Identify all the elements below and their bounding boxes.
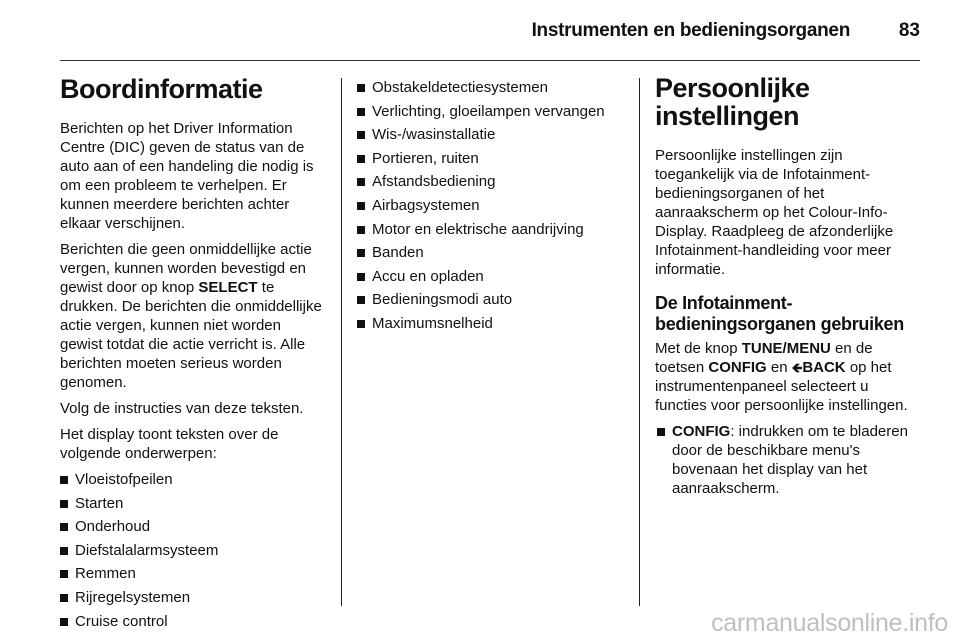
watermark-text: carmanualsonline.info xyxy=(711,609,948,637)
controls-list xyxy=(655,422,921,498)
bullet-square-icon xyxy=(357,320,365,328)
list-item-label: Vloeistofpeilen xyxy=(75,471,173,488)
list-item-label: Wis-/wasinstallatie xyxy=(372,126,496,144)
bullet-square-icon xyxy=(357,202,365,210)
column-3 xyxy=(655,74,921,503)
bullet-square-icon xyxy=(357,131,365,139)
bullet-square-icon xyxy=(60,500,68,508)
list-item-label: Maximumsnelheid xyxy=(372,314,493,332)
column-2 xyxy=(357,78,629,338)
bullet-square-icon xyxy=(357,178,365,186)
tune-menu-key: TUNE/MENU xyxy=(741,340,831,357)
topic-list-2 xyxy=(357,78,629,333)
section-heading-boordinformatie: Boordinformatie xyxy=(60,74,263,104)
list-item-label: Onderhoud xyxy=(75,518,151,536)
column-1 xyxy=(60,75,326,635)
text-segment: Met de knop xyxy=(655,340,742,357)
bullet-square-icon xyxy=(357,84,365,92)
bullet-square-icon xyxy=(357,226,365,234)
bullet-square-icon xyxy=(357,273,365,281)
bullet-square-icon xyxy=(357,296,365,304)
section-heading-persoonlijke-instellingen: Persoonlijke instellingen xyxy=(655,73,810,131)
list-item xyxy=(357,125,629,144)
bullet-square-icon xyxy=(60,570,68,578)
list-item xyxy=(60,470,326,489)
text-segment: op het instrumentenpaneel selecteert u functies voor persoonlijke instellingen. xyxy=(655,359,908,414)
list-item-label: Airbagsystemen xyxy=(372,196,480,214)
text-segment: en de toetsen xyxy=(655,340,873,376)
bullet-square-icon xyxy=(60,618,68,626)
config-key: CONFIG xyxy=(672,423,731,440)
text-segment: te drukken. De berichten die onmiddellijke actie vergen, kunnen niet worden gewist totdat die actie verricht is. Alle berichten moeten serieus worden genomen. xyxy=(60,279,322,391)
list-item xyxy=(60,612,326,631)
bullet-square-icon xyxy=(60,523,68,531)
bullet-square-icon xyxy=(357,108,365,116)
list-item xyxy=(60,564,326,583)
list-item-label: : indrukken om te bladeren door de beschikbare menu's bovenaan het display van het aanraakscherm. xyxy=(672,423,908,497)
bullet-square-icon xyxy=(60,547,68,555)
bullet-square-icon xyxy=(657,428,665,436)
list-item xyxy=(357,267,629,286)
header-rule xyxy=(60,60,920,61)
list-item-label: Cruise control xyxy=(75,612,168,630)
back-arrow-icon: 🡸 xyxy=(791,360,803,375)
list-item-label: Accu en opladen xyxy=(372,267,484,285)
bullet-square-icon xyxy=(357,249,365,257)
back-key: BACK xyxy=(802,359,846,376)
list-item xyxy=(357,314,629,333)
list-item xyxy=(357,243,629,262)
list-item xyxy=(357,290,629,309)
list-item-label: Verlichting, gloeilampen vervangen xyxy=(372,102,605,120)
list-item xyxy=(357,149,629,168)
bullet-square-icon xyxy=(357,155,365,163)
bullet-square-icon xyxy=(60,594,68,602)
column-divider-2 xyxy=(639,78,640,606)
list-item xyxy=(357,78,629,97)
text-segment: en xyxy=(766,359,792,376)
list-item xyxy=(60,494,326,513)
list-item xyxy=(655,422,921,498)
list-item xyxy=(60,541,326,560)
list-item xyxy=(357,102,629,121)
list-item-label: Motor en elektrische aandrijving xyxy=(372,220,584,238)
list-item-label: Banden xyxy=(372,244,424,262)
list-item-label: Portieren, ruiten xyxy=(372,149,479,167)
list-item-label: Starten xyxy=(75,494,124,512)
list-item xyxy=(357,172,629,191)
page-number: 83 xyxy=(898,20,920,41)
select-key: SELECT xyxy=(198,279,258,296)
list-item xyxy=(357,220,629,239)
running-header-title: Instrumenten en bedieningsorganen xyxy=(531,20,850,41)
paragraph-controls xyxy=(655,339,921,415)
list-item-label: Rijregelsystemen xyxy=(75,588,191,606)
paragraph-settings-intro: Persoonlijke instellingen zijn toegankelijk via de Infotainment-bedieningsorganen of het aanraakscherm op het Colour-Info-Display. Raadpleeg de afzonderlijke Infotainment-handleiding voor meer informatie. xyxy=(655,147,894,278)
list-item xyxy=(60,588,326,607)
paragraph-messages xyxy=(60,240,326,392)
list-item xyxy=(60,517,326,536)
list-item-label: Bedieningsmodi auto xyxy=(372,291,513,309)
list-item-label: Remmen xyxy=(75,565,136,583)
column-divider-1 xyxy=(341,78,342,606)
text-segment: Berichten die geen onmiddellijke actie vergen, kunnen worden bevestigd en gewist door op knop xyxy=(60,241,312,296)
topic-list-1 xyxy=(60,470,326,631)
paragraph-intro: Berichten op het Driver Information Centre (DIC) geven de status van de auto aan of een handeling die nodig is om een probleem te verhelpen. Er kunnen meerdere berichten achter elkaar verschijnen. xyxy=(60,120,314,232)
config-key: CONFIG xyxy=(708,359,767,376)
bullet-square-icon xyxy=(60,476,68,484)
paragraph-topics: Het display toont teksten over de volgende onderwerpen: xyxy=(60,426,279,462)
list-item-label: Afstandsbediening xyxy=(372,173,496,191)
list-item-label: Diefstalalarmsysteem xyxy=(75,541,219,559)
subheading-infotainment: De Infotainment-bedieningsorganen gebruiken xyxy=(655,293,904,334)
list-item-label: Obstakeldetectiesystemen xyxy=(372,79,548,96)
list-item xyxy=(357,196,629,215)
paragraph-instructions: Volg de instructies van deze teksten. xyxy=(60,400,304,417)
